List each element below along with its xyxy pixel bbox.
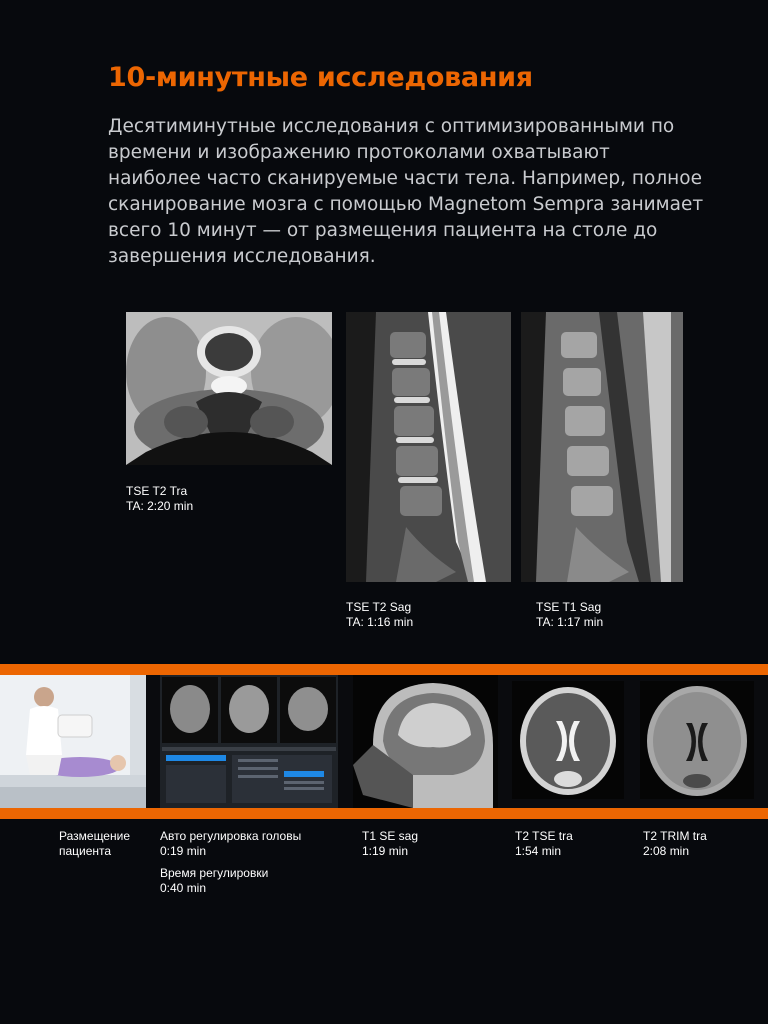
sagittal-t1-scan-image — [521, 312, 683, 582]
top-accent-stripe — [0, 664, 768, 675]
scan-name: TSE T2 Sag — [346, 600, 412, 614]
caption-line: 2:08 min — [643, 844, 690, 858]
workflow-caption-t1-se-sag — [362, 829, 418, 859]
brain-axial-trim-scan-image — [640, 681, 754, 799]
caption-line: T1 SE sag — [362, 829, 419, 843]
workflow-caption-t2-tse-tra — [515, 829, 573, 859]
scan-time: TA: 1:16 min — [346, 615, 414, 629]
axial-spine-scan-image — [126, 312, 332, 465]
page-title: 10-минутные исследования — [108, 62, 533, 93]
caption-tse-t1-sag — [536, 600, 603, 630]
workflow-caption-t2-trim-tra — [643, 829, 707, 859]
scan-name: TSE T1 Sag — [536, 600, 602, 614]
caption-line: Размещение — [59, 829, 130, 843]
head-sagittal-scan-image — [353, 675, 498, 808]
scan-time: TA: 1:17 min — [536, 615, 604, 629]
caption-line: 1:19 min — [362, 844, 409, 858]
bottom-accent-stripe — [0, 808, 768, 819]
caption-line: T2 TRIM tra — [643, 829, 707, 843]
workflow-caption-positioning — [59, 829, 130, 859]
caption-line: 1:54 min — [515, 844, 562, 858]
caption-line: пациента — [59, 844, 112, 858]
sagittal-t2-scan-image — [346, 312, 511, 582]
scan-name: TSE T2 Tra — [126, 484, 188, 498]
intro-paragraph: Десятиминутные исследования с оптимизированными по времени и изображению протоколами охватывают наиболее часто сканируемые части тела. Например, полное сканирование мозга с помощью Magnetom Sempra занимает всего 10 минут — от размещения пациента на столе до завершения исследования. — [108, 116, 704, 267]
patient-positioning-photo — [0, 675, 146, 808]
workflow-caption-auto-align — [160, 829, 301, 896]
caption-line: 0:40 min — [160, 881, 207, 895]
caption-line: Время регулировки — [160, 866, 269, 880]
caption-line: Авто регулировка головы — [160, 829, 302, 843]
caption-line: T2 TSE tra — [515, 829, 573, 843]
brain-axial-t2-scan-image — [512, 681, 624, 799]
scan-time: TA: 2:20 min — [126, 499, 194, 513]
caption-line: 0:19 min — [160, 844, 207, 858]
caption-tse-t2-tra — [126, 484, 193, 514]
scanner-console-screenshot — [160, 675, 338, 808]
caption-tse-t2-sag — [346, 600, 413, 630]
